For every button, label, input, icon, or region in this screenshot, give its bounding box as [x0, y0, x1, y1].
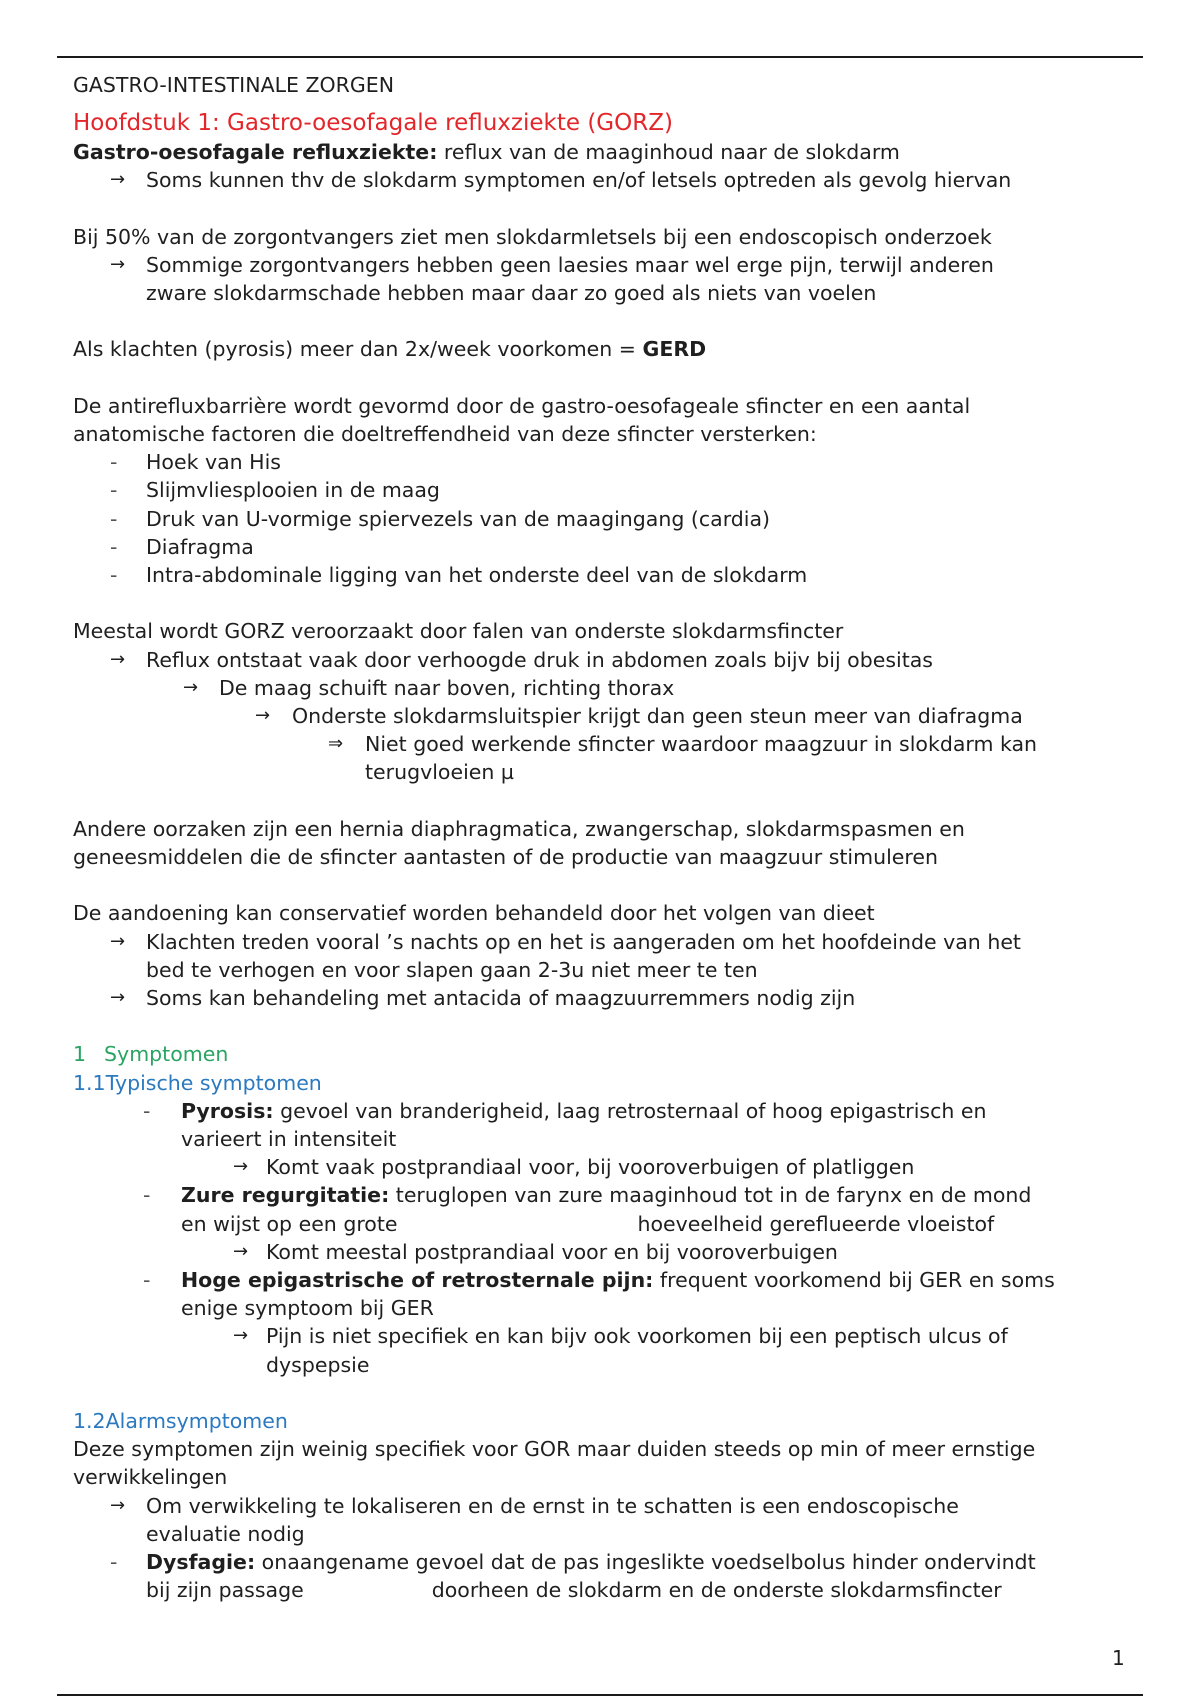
arrow-icon: → — [110, 987, 126, 1008]
list-item: - Hoge epigastrische of retrosternale pijn: frequent voorkomend bij GER en soms — [73, 1266, 1138, 1294]
gerd-term: GERD — [642, 337, 707, 362]
term-hoge-pijn: Hoge epigastrische of retrosternale pijn: — [181, 1268, 654, 1293]
arrow-item: → Sommige zorgontvangers hebben geen laesies maar wel erge pijn, terwijl anderen — [73, 251, 1138, 279]
paragraph-cont: anatomische factoren die doeltreffendheid van deze sfincter versterken: — [73, 421, 817, 446]
arrow-item-cont: dyspepsie — [266, 1352, 370, 1377]
arrow-item: → Reflux ontstaat vaak door verhoogde druk in abdomen zoals bijv bij obesitas — [73, 646, 1138, 674]
paragraph: De antirefluxbarrière wordt gevormd door de gastro-oesofageale sfincter en een aantal — [73, 393, 971, 418]
arrow-icon: → — [233, 1156, 249, 1178]
definition-line: Gastro-oesofagale refluxziekte: reflux van de maaginhoud naar de slokdarm — [73, 140, 900, 164]
list-item: - Diafragma — [73, 533, 1138, 561]
arrow-item-level2: → Komt vaak postprandiaal voor, bij vooroverbuigen of platliggen — [73, 1153, 1138, 1181]
arrow-icon: → — [110, 253, 126, 275]
arrow-item: → Klachten treden vooral ’s nachts op en het is aangeraden om het hoofdeinde van het — [73, 928, 1138, 956]
paragraph-cont: verwikkelingen — [73, 1465, 228, 1490]
chapter-heading: Hoofdstuk 1: Gastro-oesofagale refluxziekte (GORZ) — [73, 110, 673, 136]
dash-bullet: - — [110, 1550, 118, 1575]
arrow-icon: → — [183, 676, 199, 698]
list-item-cont: bij zijn passage doorheen de slokdarm en de onderste slokdarmsfincter — [146, 1578, 1002, 1603]
list-item: - Hoek van His — [73, 448, 1138, 476]
arrow-item: → Om verwikkeling te lokaliseren en de ernst in te schatten is een endoscopische — [73, 1492, 1138, 1520]
doc-title: GASTRO-INTESTINALE ZORGEN — [73, 73, 395, 97]
paragraph-cont: geneesmiddelen die de sfincter aantasten of de productie van maagzuur stimuleren — [73, 845, 938, 869]
arrow-item: → Soms kunnen thv de slokdarm symptomen en/of letsels optreden als gevolg hiervan — [73, 166, 1138, 194]
double-arrow-item-cont: terugvloeien µ — [365, 760, 514, 785]
section-title: Symptomen — [104, 1042, 229, 1067]
subsection-heading — [73, 1407, 1138, 1435]
dash-bullet: - — [110, 534, 118, 559]
list-item: - Druk van U-vormige spiervezels van de maagingang (cardia) — [73, 505, 1138, 533]
paragraph: Meestal wordt GORZ veroorzaakt door falen van onderste slokdarmsfincter — [73, 619, 844, 644]
document-body — [73, 70, 1138, 1604]
term-pyrosis: Pyrosis: — [181, 1098, 274, 1123]
term-dysfagie: Dysfagie: — [146, 1550, 256, 1575]
arrow-item-level2: → Komt meestal postprandiaal voor en bij vooroverbuigen — [73, 1238, 1138, 1266]
paragraph: Deze symptomen zijn weinig specifiek voor GOR maar duiden steeds op min of meer ernstige — [73, 1437, 1036, 1462]
arrow-item-level2: → De maag schuift naar boven, richting thorax — [73, 674, 1138, 702]
list-item: - Pyrosis: gevoel van branderigheid, laag retrosternaal of hoog epigastrisch en — [73, 1097, 1138, 1125]
arrow-icon: → — [233, 1325, 249, 1347]
subsection-title: Typische symptomen — [105, 1070, 322, 1095]
section-heading — [73, 1040, 1138, 1068]
list-item: - Slijmvliesplooien in de maag — [73, 476, 1138, 504]
subsection-number: 1.1 — [73, 1070, 106, 1095]
subsection-title: Alarmsymptomen — [105, 1409, 288, 1434]
dash-bullet: - — [110, 450, 118, 475]
paragraph: Bij 50% van de zorgontvangers ziet men slokdarmletsels bij een endoscopisch onderzoek — [73, 224, 992, 249]
list-item: - Intra-abdominale ligging van het onderste deel van de slokdarm — [73, 561, 1138, 589]
dash-bullet: - — [143, 1268, 151, 1293]
arrow-item-cont: bed te verhogen en voor slapen gaan 2-3u niet meer te ten — [146, 957, 758, 982]
list-item: - Dysfagie: onaangename gevoel dat de pas ingeslikte voedselbolus hinder ondervindt — [73, 1548, 1138, 1576]
list-item: - Zure regurgitatie: teruglopen van zure maaginhoud tot in de farynx en de mond — [73, 1181, 1138, 1209]
list-item-cont: enige symptoom bij GER — [181, 1296, 434, 1321]
term-gorz: Gastro-oesofagale refluxziekte: — [73, 140, 438, 164]
arrow-icon: → — [255, 705, 271, 726]
dash-bullet: - — [110, 478, 118, 503]
arrow-item: → Soms kan behandeling met antacida of maagzuurremmers nodig zijn — [73, 984, 1138, 1012]
dash-bullet: - — [143, 1098, 151, 1123]
arrow-icon: → — [110, 648, 126, 670]
arrow-icon: → — [110, 169, 126, 191]
double-arrow-icon: ⇒ — [328, 733, 344, 755]
dash-bullet: - — [110, 506, 118, 531]
subsection-heading — [73, 1069, 1138, 1097]
top-rule — [57, 56, 1143, 58]
dash-bullet: - — [110, 563, 118, 587]
dash-bullet: - — [143, 1183, 151, 1208]
list-item-cont: en wijst op een grote hoeveelheid gereflueerde vloeistof — [181, 1211, 995, 1236]
arrow-item-cont: evaluatie nodig — [146, 1521, 305, 1546]
paragraph: De aandoening kan conservatief worden behandeld door het volgen van dieet — [73, 901, 875, 926]
paragraph: Andere oorzaken zijn een hernia diaphragmatica, zwangerschap, slokdarmspasmen en — [73, 816, 965, 841]
page-number: 1 — [1112, 1646, 1125, 1670]
term-zure-regurgitatie: Zure regurgitatie: — [181, 1183, 390, 1208]
arrow-item-cont: zware slokdarmschade hebben maar daar zo goed als niets van voelen — [146, 281, 877, 305]
subsection-number: 1.2 — [73, 1409, 106, 1434]
gerd-line: Als klachten (pyrosis) meer dan 2x/week voorkomen = GERD — [73, 337, 707, 362]
bottom-rule — [57, 1694, 1143, 1696]
arrow-item-level2: → Pijn is niet specifiek en kan bijv ook voorkomen bij een peptisch ulcus of — [73, 1322, 1138, 1350]
arrow-icon: → — [110, 930, 126, 952]
arrow-icon: → — [233, 1240, 249, 1262]
arrow-item-level3: → Onderste slokdarmsluitspier krijgt dan geen steun meer van diafragma — [73, 702, 1138, 730]
double-arrow-item: ⇒ Niet goed werkende sfincter waardoor maagzuur in slokdarm kan — [73, 730, 1138, 758]
list-item-cont: varieert in intensiteit — [181, 1127, 397, 1151]
arrow-icon: → — [110, 1494, 126, 1516]
section-number: 1 — [73, 1042, 87, 1067]
